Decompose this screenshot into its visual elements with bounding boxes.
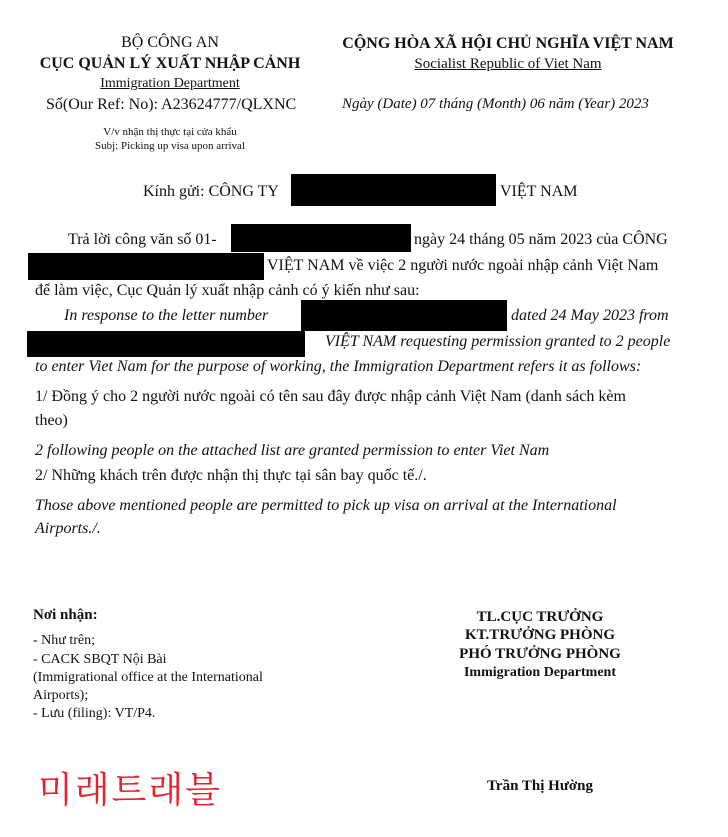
subject-vietnamese: V/v nhận thị thực tại cửa khẩu: [103, 126, 237, 138]
item1-en: 2 following people on the attached list are granted permission to enter Viet Nam: [35, 442, 550, 459]
ministry-name: BỘ CÔNG AN: [121, 34, 219, 51]
document-date: Ngày (Date) 07 tháng (Month) 06 năm (Year) 2023: [342, 96, 649, 112]
signatory-name: Trần Thị Hường: [487, 778, 593, 794]
addressee-suffix: VIỆT NAM: [500, 183, 578, 200]
body-vn-line2: VIỆT NAM về việc 2 người nước ngoài nhập cảnh Việt Nam: [267, 257, 659, 274]
redaction-company-name: [291, 174, 496, 206]
item1-vn-line2: theo): [35, 412, 68, 429]
signature-title-3: PHÓ TRƯỞNG PHÒNG: [459, 646, 621, 662]
item2-en-line1: Those above mentioned people are permitted to pick up visa on arrival at the International: [35, 497, 617, 514]
recipient-line: - CACK SBQT Nội Bài: [33, 652, 167, 667]
signature-title-1: TL.CỤC TRƯỞNG: [476, 609, 604, 625]
body-vn-line1b: ngày 24 tháng 05 năm 2023 của CÔNG: [414, 231, 668, 248]
recipient-line: (Immigrational office at the International: [33, 670, 263, 685]
recipient-line: - Lưu (filing): VT/P4.: [33, 706, 156, 721]
signature-department: Immigration Department: [463, 665, 617, 680]
redaction-company-name-en: [27, 331, 305, 357]
item1-vn-line1: 1/ Đồng ý cho 2 người nước ngoài có tên sau đây được nhập cảnh Việt Nam (danh sách kèm: [35, 388, 626, 405]
subject-english: Subj: Picking up visa upon arrival: [94, 140, 245, 152]
item2-vn: 2/ Những khách trên được nhận thị thực tại sân bay quốc tế./.: [35, 467, 427, 484]
reference-number: Số(Our Ref: No): A23624777/QLXNC: [46, 96, 297, 113]
country-english: Socialist Republic of Viet Nam: [414, 56, 602, 72]
body-en-line3: to enter Viet Nam for the purpose of working, the Immigration Department refers it as follows:: [35, 358, 642, 375]
body-vn-line1a: Trả lời công văn số 01-: [68, 231, 217, 248]
watermark-text: 미래트래블: [38, 770, 222, 811]
signature-title-2: KT.TRƯỞNG PHÒNG: [465, 627, 615, 643]
item2-en-line2: Airports./.: [35, 520, 101, 537]
department-name: CỤC QUẢN LÝ XUẤT NHẬP CẢNH: [39, 55, 301, 72]
body-vn-line3: để làm việc, Cục Quản lý xuất nhập cảnh có ý kiến như sau:: [35, 282, 420, 299]
recipient-line: - Như trên;: [33, 633, 96, 648]
redaction-company-name-2: [28, 253, 264, 280]
department-english: Immigration Department: [100, 76, 240, 91]
addressee-prefix: Kính gửi: CÔNG TY: [143, 183, 279, 200]
body-en-line1b: dated 24 May 2023 from: [511, 307, 669, 324]
country-name: CỘNG HÒA XÃ HỘI CHỦ NGHĨA VIỆT NAM: [342, 35, 674, 52]
redaction-letter-number-en: [301, 300, 507, 331]
body-en-line1a: In response to the letter number: [64, 307, 269, 324]
recipient-line: Airports);: [33, 688, 89, 703]
redaction-letter-number: [231, 224, 411, 252]
recipients-title: Nơi nhận:: [33, 607, 98, 623]
body-en-line2: VIỆT NAM requesting permission granted to 2 people: [325, 333, 671, 350]
